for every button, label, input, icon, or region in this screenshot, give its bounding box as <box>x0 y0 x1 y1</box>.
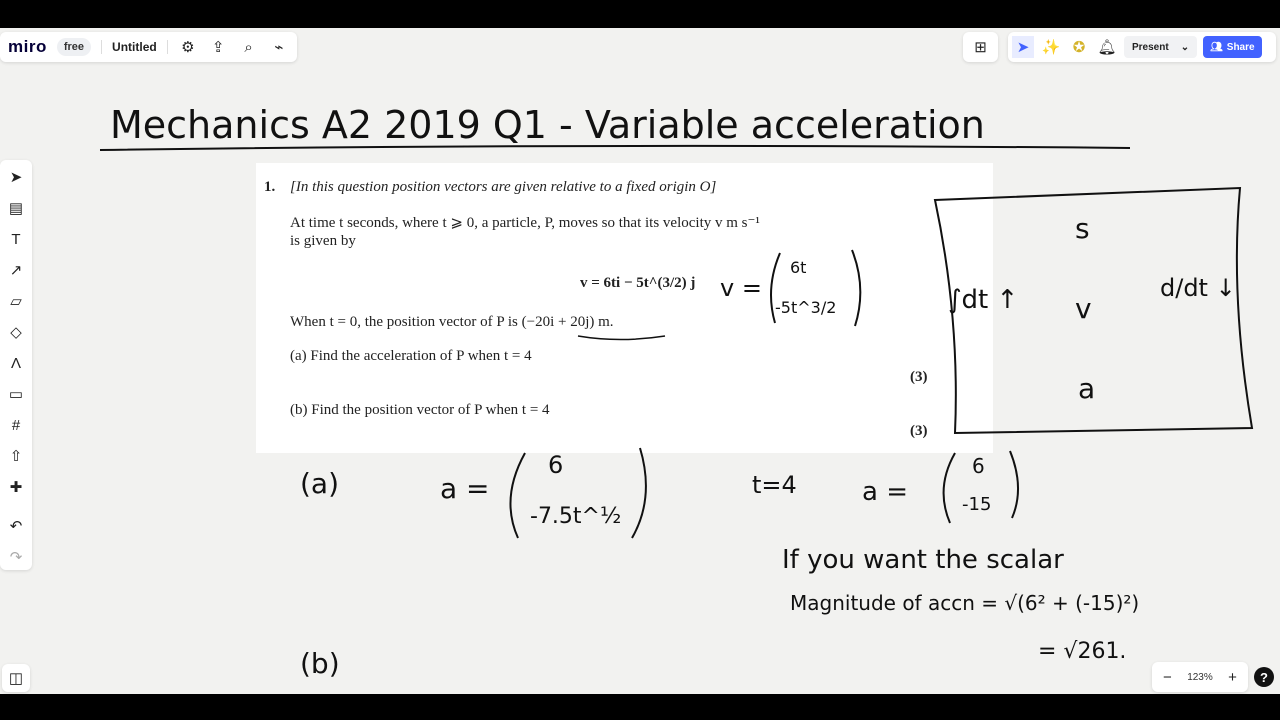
present-label: Present <box>1132 41 1169 53</box>
scalar-line1: If you want the scalar <box>782 545 1064 575</box>
scalar-line3: = √261. <box>1038 639 1127 664</box>
left-toolbar <box>0 160 32 570</box>
a2-eq: a = <box>862 477 908 507</box>
velocity-equation: v = 6ti − 5t^(3/2) j <box>580 275 696 291</box>
box-s: s <box>1075 212 1090 245</box>
apps-panel <box>963 32 998 62</box>
question-line3: When t = 0, the position vector of P is (−20i + 20j) m. <box>290 314 614 330</box>
sticky-note-icon[interactable]: ▱ <box>10 293 22 310</box>
help-button[interactable]: ? <box>1254 667 1274 687</box>
sidebar-toggle[interactable] <box>2 664 30 692</box>
apps-icon[interactable]: ⊞ <box>974 39 987 56</box>
box-integrate: ∫dt ↑ <box>948 285 1019 315</box>
scalar-line2: Magnitude of accn = √(6² + (-15)²) <box>790 591 1140 615</box>
board-title[interactable]: Untitled <box>101 40 168 54</box>
question-line2: is given by <box>290 233 356 249</box>
timer-icon[interactable]: ✪ <box>1072 39 1086 56</box>
undo-icon[interactable]: ↶ <box>9 518 23 535</box>
chevron-down-icon[interactable]: ⌄ <box>1180 41 1190 53</box>
comment-icon[interactable]: ▭ <box>8 386 24 403</box>
box-v: v <box>1075 292 1092 325</box>
part-b-label: (b) <box>300 647 340 680</box>
shapes-icon[interactable]: ◇ <box>10 324 22 341</box>
board-heading: Mechanics A2 2019 Q1 - Variable acceleration <box>110 103 985 147</box>
box-differentiate: d/dt ↓ <box>1160 274 1236 302</box>
present-button[interactable] <box>1124 36 1197 58</box>
frame-icon[interactable]: # <box>11 416 21 434</box>
a2-top: 6 <box>972 454 985 478</box>
a-eq: a = <box>440 472 490 505</box>
plugin-icon[interactable]: ⌁ <box>274 39 284 56</box>
marks-a: (3) <box>910 369 928 385</box>
users-icon: 👥︎ <box>1210 41 1223 53</box>
upload-icon[interactable]: ⇧ <box>9 448 23 465</box>
t-eq: t=4 <box>752 471 797 499</box>
question-image[interactable] <box>256 163 993 453</box>
search-icon[interactable]: ⌕ <box>244 38 253 56</box>
top-left-toolbar <box>0 32 297 62</box>
top-right-toolbar <box>1008 32 1276 62</box>
zoom-level[interactable]: 123% <box>1187 671 1213 683</box>
zoom-out-icon[interactable]: − <box>1163 668 1172 686</box>
share-label: Share <box>1226 41 1255 53</box>
plan-badge[interactable]: free <box>57 38 91 56</box>
settings-icon[interactable]: ⚙ <box>181 39 195 56</box>
box-a: a <box>1078 372 1096 405</box>
marks-b: (3) <box>910 423 928 439</box>
export-icon[interactable]: ⇪ <box>211 39 225 56</box>
celebrate-icon[interactable]: ✨ <box>1041 39 1061 56</box>
zoom-controls <box>1152 662 1248 692</box>
cursor-filter-icon[interactable]: ➤ <box>1012 36 1034 58</box>
templates-icon[interactable]: ▤ <box>8 200 24 217</box>
share-button[interactable] <box>1203 36 1262 58</box>
select-icon[interactable]: ➤ <box>9 169 23 186</box>
part-b: (b) Find the position vector of P when t = 4 <box>290 402 550 418</box>
text-icon[interactable]: T <box>11 230 21 248</box>
panel-icon: ◫ <box>8 670 24 687</box>
question-intro: [In this question position vectors are given relative to a fixed origin O] <box>290 179 717 195</box>
part-a: (a) Find the acceleration of P when t = 4 <box>290 348 532 364</box>
connector-icon[interactable]: ↗ <box>9 262 23 279</box>
notification-bell-icon[interactable]: 🔔︎ <box>1097 39 1117 56</box>
a-bottom: -7.5t^½ <box>530 504 622 529</box>
miro-logo[interactable]: miro <box>8 37 47 56</box>
redo-icon[interactable]: ↷ <box>9 549 23 566</box>
add-more-icon[interactable]: ✚ <box>9 479 23 496</box>
v-label: v = <box>720 274 762 302</box>
question-line1: At time t seconds, where t ⩾ 0, a particle, P, moves so that its velocity v m s⁻¹ <box>290 215 760 231</box>
part-a-label: (a) <box>300 467 340 500</box>
v-bottom: -5t^3/2 <box>775 298 837 317</box>
a-top: 6 <box>548 451 564 479</box>
pen-icon[interactable]: Λ <box>10 354 22 372</box>
question-number: 1. <box>264 179 276 195</box>
a2-bottom: -15 <box>962 494 992 515</box>
zoom-in-icon[interactable]: + <box>1228 668 1237 686</box>
v-top: 6t <box>790 258 807 277</box>
